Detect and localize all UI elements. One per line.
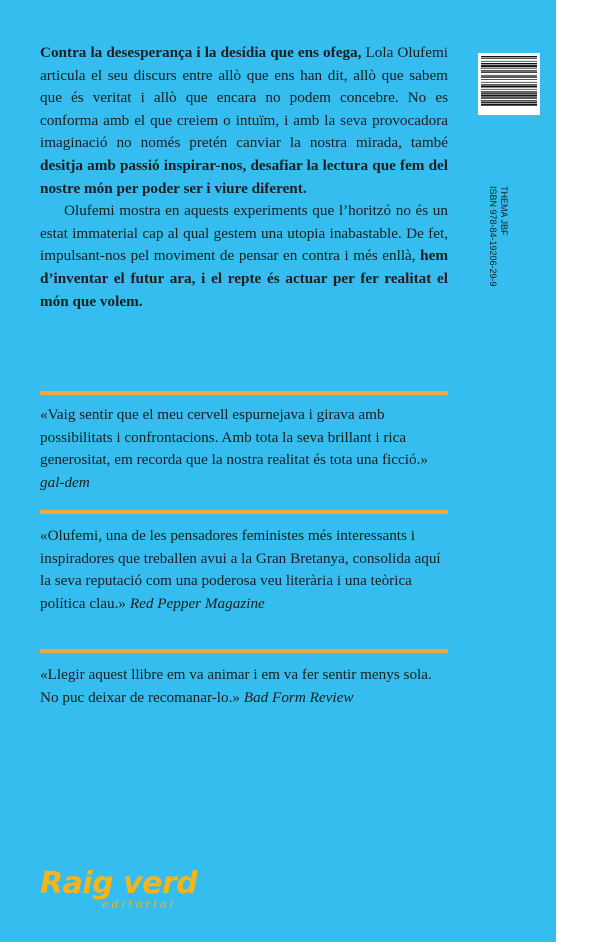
blurb-bold-emphasis: desitja amb passió inspirar-nos, desafiar la lectura que fem del nostre món per poder ser i viure diferent. [40,156,448,197]
divider-rule [40,649,448,653]
publisher-subtitle: editorial [102,898,176,911]
blurb-bold-lead: Contra la desesperança i la desídia que ens ofega, [40,44,362,61]
quote-text: «Olufemi, una de les pensadores feministes més interessants i inspiradores que treballen avui a la Gran Bretanya, consolida aquí la seva reputació com una poderosa veu literària i una teòrica política clau.» [40,527,441,612]
isbn-block [488,186,512,326]
quote-source: Red Pepper Magazine [129,594,265,612]
quote-text: «Llegir aquest llibre em va animar i em va fer sentir menys sola. No puc deixar de recomanar-lo.» [40,666,432,706]
isbn-number: ISBN 978-84-19206-29-9 [488,186,498,287]
divider-rule [40,391,448,395]
blurb-paragraph-1 [40,42,448,200]
barcode-icon [481,56,537,112]
review-quote-1 [40,404,450,494]
blurb [40,42,448,313]
quote-source: gal-dem [40,473,90,491]
blurb-bold-closing: hem d’inventar el futur ara, i el repte és actuar per fer realitat el món que volem. [40,247,448,310]
quote-text: «Vaig sentir que el meu cervell espurnejava i girava amb possibilitats i confrontacions. Amb tota la seva brillant i rica generositat, em recorda que la nostra realitat és tota una ficció.» [40,406,428,469]
divider-rule [40,510,448,514]
review-quote-3 [40,664,450,709]
quote-source: Bad Form Review [243,688,354,706]
publisher-name: Raig verd [40,866,198,901]
publisher-logo [40,868,200,918]
barcode [478,53,540,115]
review-quote-2 [40,525,450,615]
thema-code: THEMA JBF [499,186,509,236]
blurb-paragraph-2 [40,200,448,313]
blurb-text: Lola Olufemi articula el seu discurs entre allò que ens han dit, allò que sabem que és veritat i allò que encara no podem concebre. No es conforma amb el que creiem o intuïm, i amb la seva provocadora imaginació no només pretén canviar la nostra mirada, també [40,44,448,152]
blurb-text: Olufemi mostra en aquests experiments que l’horitzó no és un estat immaterial cap al qual gestem una utopia inabastable. De fet, impulsant-nos pel moviment de pensar en contra i més enllà, [40,202,448,265]
